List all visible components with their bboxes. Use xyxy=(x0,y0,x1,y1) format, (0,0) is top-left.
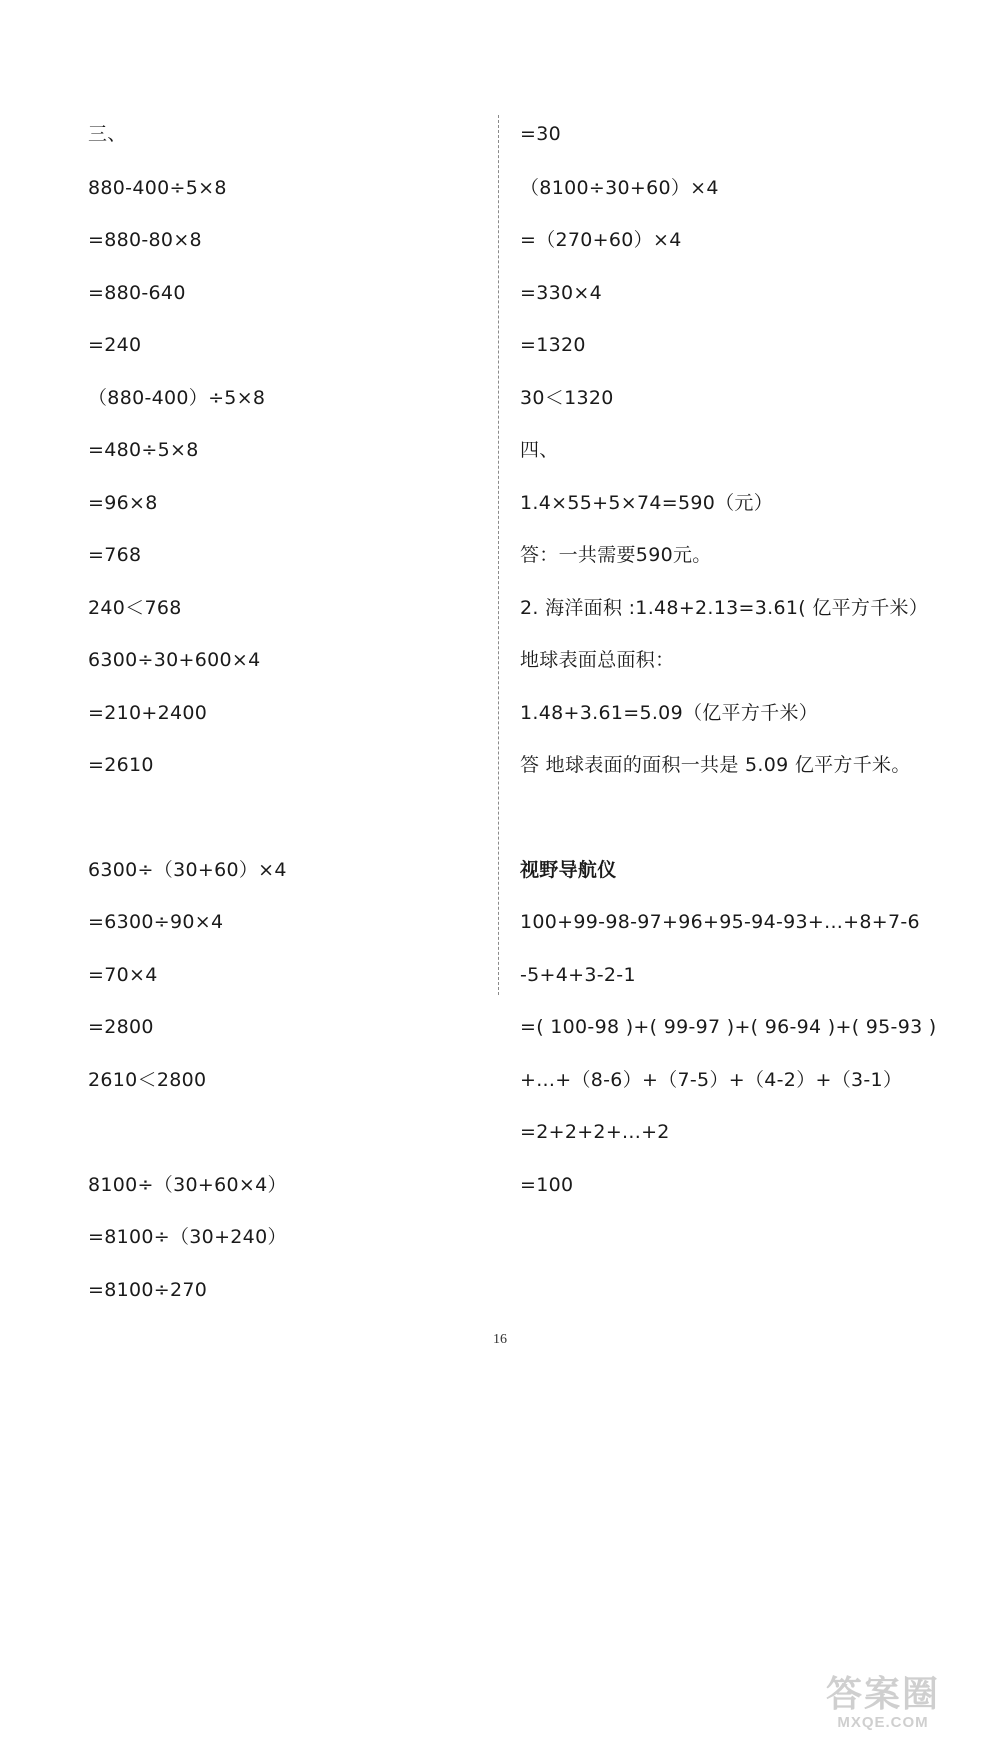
solution-line: 2610＜2800 xyxy=(88,1069,207,1091)
solution-line: 视野导航仪 xyxy=(520,859,617,881)
watermark-logo xyxy=(794,1676,972,1738)
solution-line: 四、 xyxy=(520,439,559,461)
solution-line: （8100÷30+60）×4 xyxy=(520,177,719,199)
page-number: 16 xyxy=(493,1332,507,1347)
solution-line: 30＜1320 xyxy=(520,387,614,409)
solution-line: =（270+60）×4 xyxy=(520,229,682,251)
watermark-text: 答案圈 xyxy=(825,1674,940,1715)
solution-line: 6300÷（30+60）×4 xyxy=(88,859,287,881)
solution-line: =2+2+2+...+2 xyxy=(520,1121,670,1143)
solution-line: 三、 xyxy=(88,123,127,145)
solution-line: =8100÷270 xyxy=(88,1279,208,1301)
solution-line: =2800 xyxy=(88,1016,154,1038)
solution-line: +...+（8-6）+（7-5）+（4-2）+（3-1） xyxy=(520,1069,903,1091)
solution-line: （880-400）÷5×8 xyxy=(88,387,266,409)
solution-line: =768 xyxy=(88,544,142,566)
solution-line: =70×4 xyxy=(88,964,158,986)
solution-line: 8100÷（30+60×4） xyxy=(88,1174,287,1196)
solution-line: -5+4+3-2-1 xyxy=(520,964,636,986)
solution-line: =1320 xyxy=(520,334,586,356)
solution-line: =2610 xyxy=(88,754,154,776)
solution-line: =480÷5×8 xyxy=(88,439,199,461)
watermark-url: MXQE.COM xyxy=(837,1714,929,1731)
solution-line: =100 xyxy=(520,1174,574,1196)
solution-line: 6300÷30+600×4 xyxy=(88,649,261,671)
solution-line: =330×4 xyxy=(520,282,602,304)
solution-line: 1.48+3.61=5.09（亿平方千米） xyxy=(520,702,819,724)
solution-line: =96×8 xyxy=(88,492,158,514)
solution-line: =240 xyxy=(88,334,142,356)
solution-line: =880-80×8 xyxy=(88,229,202,251)
solution-line: 2. 海洋面积 :1.48+2.13=3.61( 亿平方千米） xyxy=(520,597,929,619)
solution-line: =880-640 xyxy=(88,282,186,304)
column-divider xyxy=(498,115,499,995)
solution-line: 1.4×55+5×74=590（元） xyxy=(520,492,774,514)
solution-line: 答 地球表面的面积一共是 5.09 亿平方千米。 xyxy=(520,754,911,776)
solution-line: 240＜768 xyxy=(88,597,182,619)
solution-line: 地球表面总面积： xyxy=(520,649,675,671)
solution-line: 880-400÷5×8 xyxy=(88,177,227,199)
solution-line: =6300÷90×4 xyxy=(88,911,224,933)
solution-line: =30 xyxy=(520,123,561,145)
solution-line: 答：一共需要590元。 xyxy=(520,544,712,566)
solution-line: =( 100-98 )+( 99-97 )+( 96-94 )+( 95-93 ) xyxy=(520,1016,937,1038)
solution-line: =210+2400 xyxy=(88,702,208,724)
solution-line: 100+99-98-97+96+95-94-93+...+8+7-6 xyxy=(520,911,920,933)
solution-line: =8100÷（30+240） xyxy=(88,1226,287,1248)
